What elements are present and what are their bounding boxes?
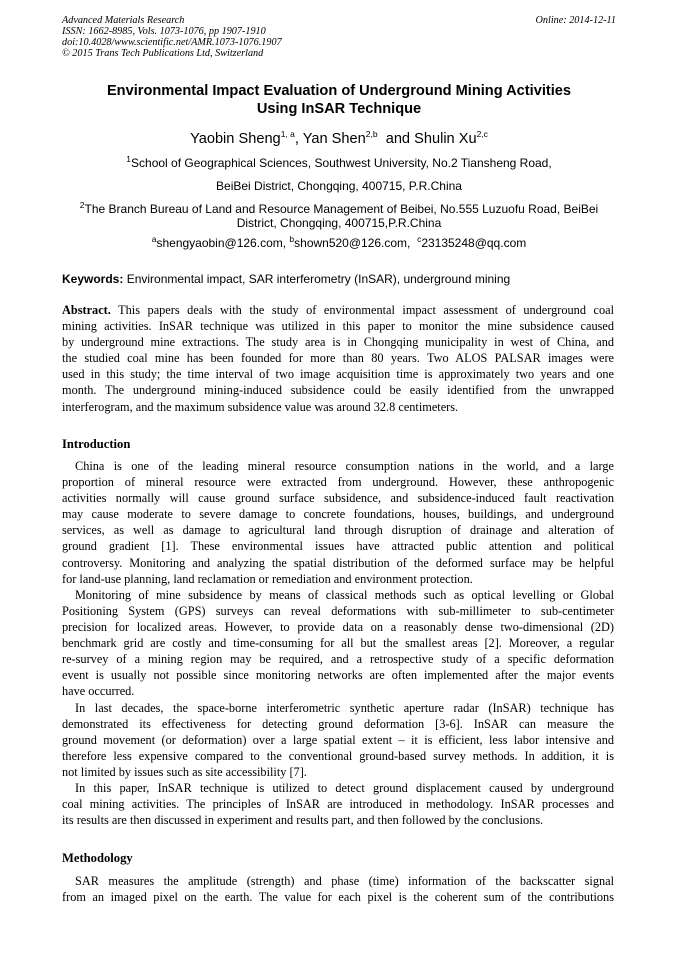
paragraph-line: Positioning System (GPS) surveys can reveal deformations with sub-millimeter to sub-centimeter [62,603,614,618]
paragraph-line: In this paper, InSAR technique is utilized to detect ground displacement caused by underground [75,781,614,795]
paragraph-line: In last decades, the space-borne interferometric synthetic aperture radar (InSAR) technique has [75,700,614,715]
section-heading-introduction: Introduction [62,437,131,451]
paragraph-line: Monitoring of mine subsidence by means of classical methods such as optical levelling or Global [75,587,614,602]
keywords-text: Environmental impact, SAR interferometry (InSAR), underground mining [123,272,511,286]
paragraph-line: proportion of mineral resource were extracted from underground. However, these anthropogenic [62,475,614,490]
affiliation-mark: 2 [79,200,85,210]
email-list [62,236,616,250]
affiliation-mark: 1 [126,154,132,164]
author-affiliation-mark: 1, a [280,129,295,140]
paragraph-line: services, as well as damage to agricultural land through disruption of drainage and alteration of [62,523,614,538]
author-list [62,130,616,148]
email-address: shengyaobin@126.com, [156,236,290,250]
author-separator: , [294,131,303,147]
paragraph-line: demonstrated its effectiveness for detecting ground deformation [3-6]. InSAR can measure the [62,716,614,731]
journal-header [62,15,616,59]
issn-line: ISSN: 1662-8985, Vols. 1073-1076, pp 1907-1910 [62,26,266,37]
author-separator: and [377,131,415,147]
abstract-line [62,302,614,318]
author-affiliation-mark: 2,b [365,129,378,140]
affiliation-text: District, Chongqing, 400715,P.R.China [236,216,442,230]
paragraph-line: ground movement (or deformation) over a large spatial extent – it is efficient, less labor intensive and [62,732,614,747]
paragraph-line: activities normally will cause ground surface subsidence, and subsidence-induced fault reactivation [62,491,614,506]
abstract-text: This papers deals with the study of environmental impact assessment of underground coal [110,303,614,317]
affiliation-text: The Branch Bureau of Land and Resource Management of Beibei, No.555 Luzuofu Road, BeiBei [84,202,599,216]
paragraph-line: therefore less expensive compared to the conventional ground-based survey methods. In addition, it is [62,748,614,763]
paragraph-line: SAR measures the amplitude (strength) and phase (time) information of the backscatter signal [75,874,614,888]
email-mark: c [417,234,422,244]
abstract [62,302,614,415]
copyright-line: © 2015 Trans Tech Publications Ltd, Switzerland [62,48,264,59]
affiliation-2 [62,202,616,230]
author-name: Yan Shen [302,131,366,147]
doi-line: doi:10.4028/www.scientific.net/AMR.1073-1076.1907 [62,37,282,48]
paragraph-line: re-survey of a mining region may be required, and a retrospective study of a specific deformation [62,652,614,667]
paragraph-line: ground gradient [1]. These environmental issues have attracted public attention and political [62,539,614,554]
paper-title [62,82,616,118]
author-affiliation-mark: 2,c [476,129,488,140]
author-name: Shulin Xu [414,131,477,147]
methodology-paragraph-1 [62,873,614,905]
affiliation-text: BeiBei District, Chongqing, 400715, P.R.China [216,179,462,193]
abstract-line: mining activities. InSAR technique was utilized in this paper to monitor the mine subsidence caused [62,319,614,334]
introduction-paragraph-1 [62,458,614,587]
paragraph-line: controversy. Monitoring and analyzing the spatial distribution of the deformed surface may be helpful [62,555,614,570]
abstract-label: Abstract. [62,303,111,317]
author-name: Yaobin Sheng [190,131,281,147]
introduction-paragraph-2 [62,587,614,700]
paragraph-line: benchmark grid are costly and time-consuming for all but the smallest areas [2]. Moreover, a regular [62,636,614,651]
section-heading-methodology: Methodology [62,851,133,865]
paragraph-line: event is usually not possible since monitoring networks are often implemented after the major events [62,668,614,683]
email-address: shown520@126.com, [294,236,418,250]
paragraph-line: its results are then discussed in experiment and results part, and then followed by the conclusions. [62,813,544,828]
journal-name: Advanced Materials Research [62,15,185,26]
email-mark: a [151,234,157,244]
paragraph-line: have occurred. [62,684,135,699]
paragraph-line: coal mining activities. The principles of InSAR are introduced in methodology. InSAR processes and [62,797,614,812]
abstract-line: by underground mine extractions. The study area is in Chongqing municipality in west of China, and [62,335,614,350]
email-address: 23135248@qq.com [421,236,527,250]
abstract-line: month. The underground mining-induced subsidence could be easily identified from the unwrapped [62,383,614,398]
introduction-paragraph-3 [62,700,614,780]
email-mark: b [289,234,295,244]
abstract-line: the studied coal mine has been founded for more than 80 years. Two ALOS PALSAR images were [62,351,614,366]
introduction-paragraph-4 [62,780,614,828]
paragraph-line: China is one of the leading mineral resource consumption nations in the world, and a large [75,459,614,473]
affiliation-text: School of Geographical Sciences, Southwest University, No.2 Tiansheng Road, [131,156,552,170]
keywords-label: Keywords: [62,272,124,286]
abstract-line: used in this study; the time interval of two image acquisition time is approximately two years and one [62,367,614,382]
affiliation-1 [62,156,616,193]
paragraph-line: may cause moderate to severe damage to concrete foundations, houses, buildings, and underground [62,507,614,522]
title-line-1: Environmental Impact Evaluation of Underground Mining Activities [106,83,572,99]
title-line-2: Using InSAR Technique [256,101,422,117]
online-date: Online: 2014-12-11 [535,15,616,26]
abstract-line: interferogram, and the maximum subsidence value was around 32.8 centimeters. [62,399,459,414]
paragraph-line: for land-use planning, land reclamation or remediation and environment protection. [62,571,473,586]
keywords [62,272,616,286]
paragraph-line: precision for localized areas. However, to provide data on a reasonably dense two-dimensional (2D) [62,619,614,634]
paragraph-line: from an imaged pixel on the earth. The value for each pixel is the coherent sum of the contributions [62,890,614,905]
paragraph-line: not limited by issues such as site accessibility [7]. [62,764,307,779]
